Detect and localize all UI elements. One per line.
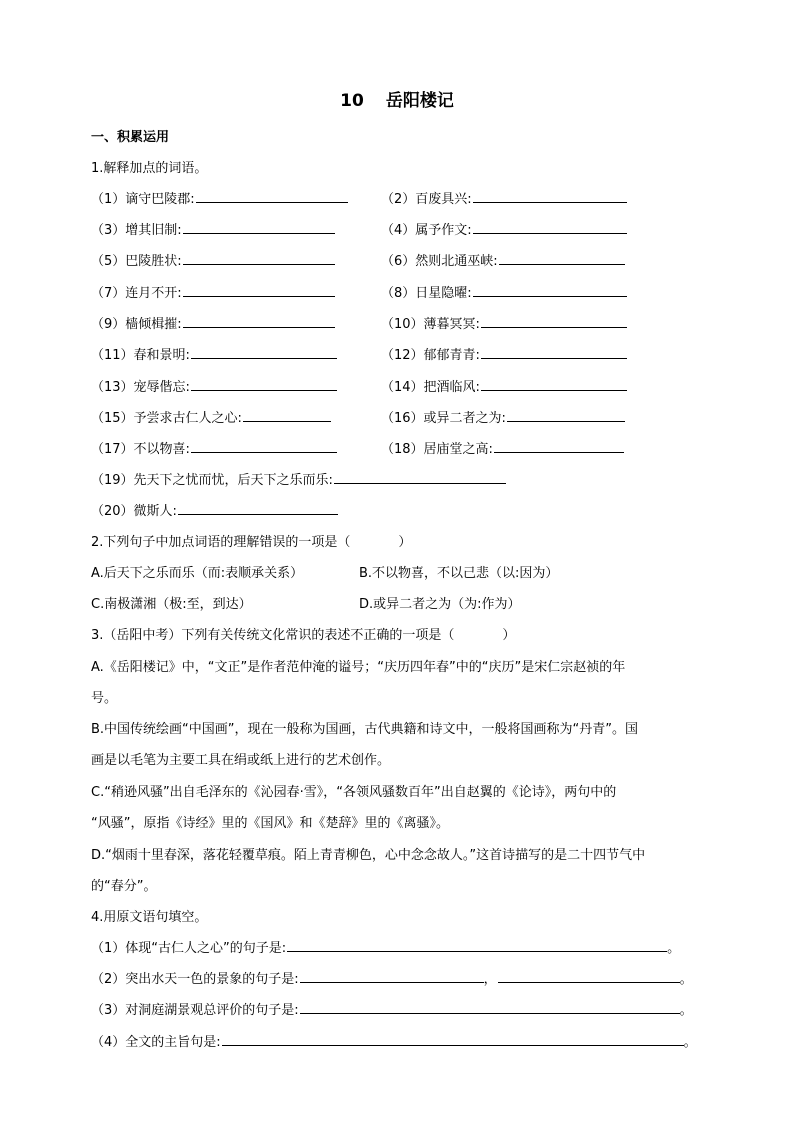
q3-option-b-line2: 画是以毛笔为主要工具在绢或纸上进行的艺术创作。 xyxy=(91,753,391,768)
lesson-title: 岳阳楼记 xyxy=(385,91,454,111)
answer-blank[interactable] xyxy=(287,938,667,952)
answer-blank[interactable] xyxy=(183,314,335,328)
answer-blank[interactable] xyxy=(494,439,624,453)
q1-item-4: （4）属予作文: xyxy=(381,219,627,238)
answer-blank[interactable] xyxy=(300,1000,680,1014)
answer-blank[interactable] xyxy=(473,283,627,297)
answer-blank[interactable] xyxy=(300,969,484,983)
answer-blank[interactable] xyxy=(178,501,338,515)
q3-option-d-line2: 的“春分”。 xyxy=(91,879,157,894)
q1-item-18: （18）居庙堂之高: xyxy=(381,438,624,457)
q1-item-13: （13）宠辱偕忘: xyxy=(91,376,337,395)
answer-blank[interactable] xyxy=(191,377,337,391)
section-heading: 一、积累运用 xyxy=(91,130,170,145)
q3-option-b-line1: B.中国传统绘画“中国画”，现在一般称为国画，古代典籍和诗文中，一般将国画称为“丹青”。国 xyxy=(91,722,638,737)
q4-item-1: （1）体现“古仁人之心”的句子是: 。 xyxy=(91,937,680,956)
answer-blank[interactable] xyxy=(183,283,335,297)
answer-blank[interactable] xyxy=(334,470,506,484)
q2-option-c: C.南极潇湘（极:至，到达） xyxy=(91,597,252,612)
q2-option-d: D.或异二者之为（为:作为） xyxy=(359,597,521,612)
q1-item-17: （17）不以物喜: xyxy=(91,438,337,457)
answer-blank[interactable] xyxy=(498,969,680,983)
answer-blank[interactable] xyxy=(222,1032,684,1046)
answer-blank[interactable] xyxy=(191,439,337,453)
q1-item-9: （9）樯倾楫摧: xyxy=(91,313,335,332)
q1-item-7: （7）连月不开: xyxy=(91,282,335,301)
answer-blank[interactable] xyxy=(183,220,335,234)
q1-item-16: （16）或异二者之为: xyxy=(381,407,625,426)
q1-item-1: （1）谪守巴陵郡: xyxy=(91,188,348,207)
q1-item-12: （12）郁郁青青: xyxy=(381,344,627,363)
question-4-stem: 4.用原文语句填空。 xyxy=(91,910,208,925)
q1-item-2: （2）百废具兴: xyxy=(381,188,627,207)
lesson-number: 10 xyxy=(340,91,364,111)
q1-item-5: （5）巴陵胜状: xyxy=(91,250,335,269)
q2-option-a: A.后天下之乐而乐（而:表顺承关系） xyxy=(91,566,304,581)
page-title xyxy=(0,86,794,111)
question-2-stem: 2.下列句子中加点词语的理解错误的一项是（ ） xyxy=(91,535,412,550)
q3-option-c-line1: C.“稍逊风骚”出自毛泽东的《沁园春·雪》，“各领风骚数百年”出自赵翼的《论诗》，两句中的 xyxy=(91,785,617,800)
q1-item-3: （3）增其旧制: xyxy=(91,219,335,238)
q1-item-20: （20）微斯人: xyxy=(91,500,338,519)
q1-item-19: （19）先天下之忧而忧，后天下之乐而乐: xyxy=(91,469,506,488)
q1-item-6: （6）然则北通巫峡: xyxy=(381,250,625,269)
answer-blank[interactable] xyxy=(196,189,348,203)
q3-option-c-line2: “风骚”，原指《诗经》里的《国风》和《楚辞》里的《离骚》。 xyxy=(91,816,449,831)
q1-item-11: （11）春和景明: xyxy=(91,344,337,363)
q4-item-3: （3）对洞庭湖景观总评价的句子是: 。 xyxy=(91,999,693,1018)
answer-blank[interactable] xyxy=(191,345,337,359)
q3-option-a-line1: A.《岳阳楼记》中，“文正”是作者范仲淹的谥号；“庆历四年春”中的“庆历”是宋仁宗赵祯的年 xyxy=(91,660,626,675)
answer-blank[interactable] xyxy=(481,314,627,328)
q1-item-15: （15）予尝求古仁人之心: xyxy=(91,407,331,426)
q1-item-14: （14）把酒临风: xyxy=(381,376,627,395)
q3-option-d-line1: D.“烟雨十里春深，落花轻覆草痕。陌上青青柳色，心中念念故人。”这首诗描写的是二十四节气中 xyxy=(91,848,646,863)
answer-blank[interactable] xyxy=(473,189,627,203)
answer-blank[interactable] xyxy=(183,251,335,265)
answer-blank[interactable] xyxy=(481,345,627,359)
q2-option-b: B.不以物喜，不以己悲（以:因为） xyxy=(359,566,559,581)
answer-blank[interactable] xyxy=(507,408,625,422)
q3-option-a-line2: 号。 xyxy=(91,691,118,706)
answer-blank[interactable] xyxy=(473,220,627,234)
question-3-stem: 3.（岳阳中考）下列有关传统文化常识的表述不正确的一项是（ ） xyxy=(91,628,516,643)
answer-blank[interactable] xyxy=(243,408,331,422)
q4-item-4: （4）全文的主旨句是: 。 xyxy=(91,1031,697,1050)
q1-item-10: （10）薄暮冥冥: xyxy=(381,313,627,332)
answer-blank[interactable] xyxy=(499,251,625,265)
q4-item-2: （2）突出水天一色的景象的句子是: ， 。 xyxy=(91,968,693,987)
question-1-stem: 1.解释加点的词语。 xyxy=(91,161,208,176)
q1-item-8: （8）日星隐曜: xyxy=(381,282,627,301)
answer-blank[interactable] xyxy=(481,377,627,391)
